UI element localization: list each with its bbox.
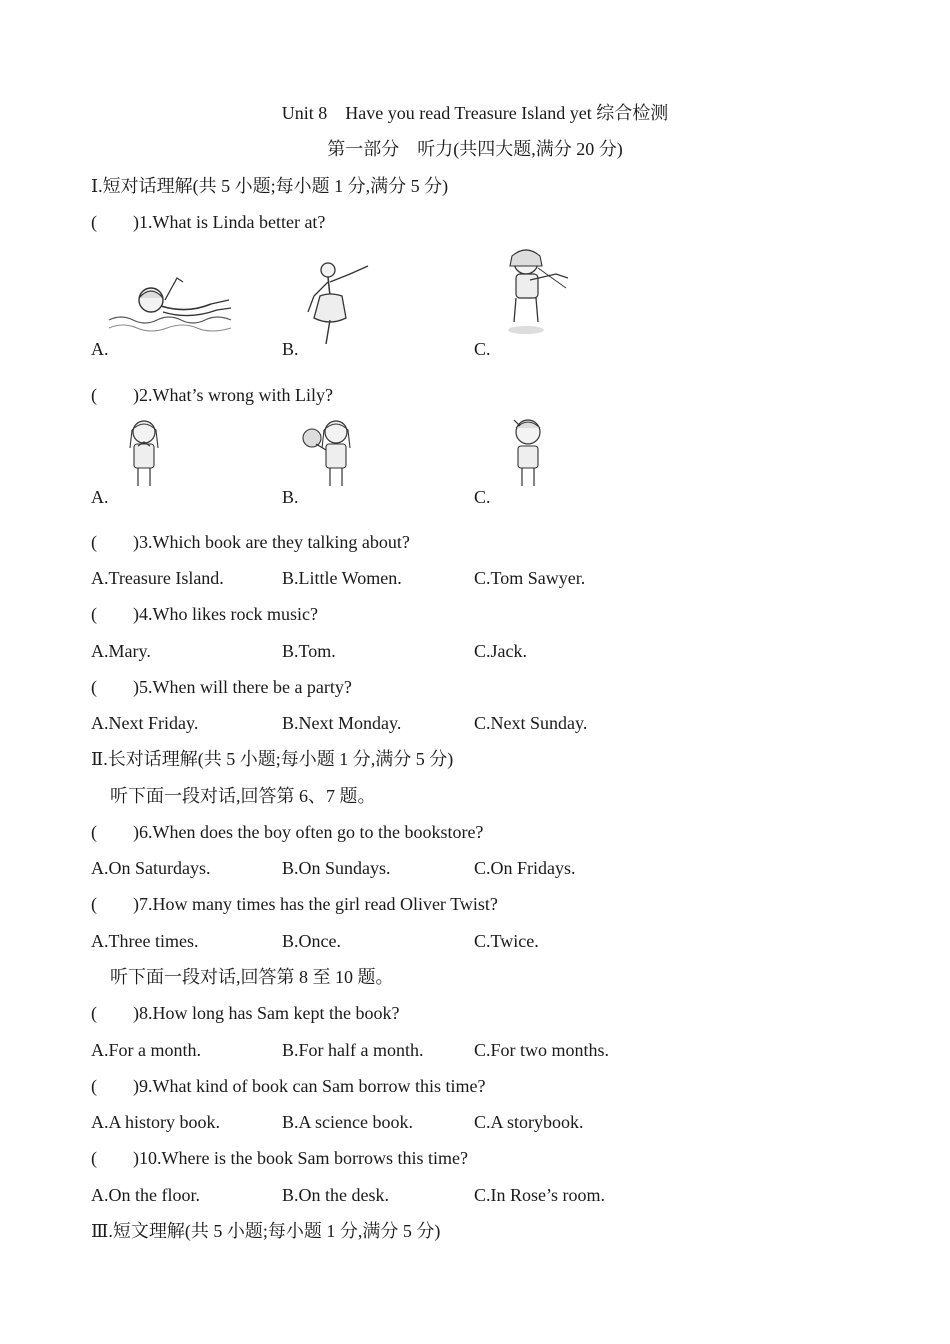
question-text: 6.When does the boy often go to the bookstore? — [139, 822, 484, 842]
option-b[interactable]: B.Next Monday. — [282, 713, 402, 733]
option-c[interactable]: C.A storybook. — [474, 1112, 584, 1132]
option-c[interactable]: C. — [474, 487, 491, 507]
ballet-dancer-icon — [300, 256, 372, 346]
answer-blank[interactable]: ( ) — [91, 822, 139, 842]
instruction: 听下面一段对话,回答第 8 至 10 题。 — [110, 967, 394, 987]
girl-sore-throat-icon — [124, 418, 164, 492]
option-b[interactable]: B.On Sundays. — [282, 858, 391, 878]
option-a[interactable]: A.Treasure Island. — [91, 568, 224, 588]
answer-blank[interactable]: ( ) — [91, 385, 139, 405]
question-9 — [91, 1075, 485, 1097]
answer-blank[interactable]: ( ) — [91, 604, 139, 624]
option-b[interactable]: B.Once. — [282, 931, 341, 951]
option-a[interactable]: A. — [91, 339, 109, 359]
option-c[interactable]: C.Jack. — [474, 641, 527, 661]
option-c[interactable]: C.In Rose’s room. — [474, 1185, 606, 1205]
question-text: 3.Which book are they talking about? — [139, 532, 410, 552]
answer-blank[interactable]: ( ) — [91, 212, 139, 232]
option-b[interactable]: B.On the desk. — [282, 1185, 389, 1205]
option-a[interactable]: A.Mary. — [91, 641, 151, 661]
question-5 — [91, 676, 352, 698]
answer-blank[interactable]: ( ) — [91, 677, 139, 697]
question-text: 4.Who likes rock music? — [139, 604, 318, 624]
option-a[interactable]: A.A history book. — [91, 1112, 221, 1132]
option-a[interactable]: A.Next Friday. — [91, 713, 199, 733]
option-a[interactable]: A. — [91, 487, 109, 507]
option-b[interactable]: B. — [282, 339, 299, 359]
question-1 — [91, 211, 325, 233]
answer-blank[interactable]: ( ) — [91, 1003, 139, 1023]
option-a[interactable]: A.For a month. — [91, 1040, 201, 1060]
question-text: 8.How long has Sam kept the book? — [139, 1003, 400, 1023]
option-a[interactable]: A.On Saturdays. — [91, 858, 211, 878]
option-c[interactable]: C.Twice. — [474, 931, 539, 951]
option-b[interactable]: B. — [282, 487, 299, 507]
option-b[interactable]: B.Tom. — [282, 641, 336, 661]
question-text: 10.Where is the book Sam borrows this time? — [139, 1148, 468, 1168]
violin-girl-icon — [496, 244, 572, 338]
page-title: Unit 8 Have you read Treasure Island yet 综合检测 — [281, 103, 669, 123]
option-b[interactable]: B.Little Women. — [282, 568, 402, 588]
option-c[interactable]: C.Next Sunday. — [474, 713, 588, 733]
option-c[interactable]: C.On Fridays. — [474, 858, 576, 878]
part-heading: 第一部分 听力(共四大题,满分 20 分) — [327, 139, 623, 159]
answer-blank[interactable]: ( ) — [91, 1148, 139, 1168]
question-8 — [91, 1002, 399, 1024]
option-c[interactable]: C.Tom Sawyer. — [474, 568, 586, 588]
question-7 — [91, 893, 498, 915]
girl-headache-icon — [506, 416, 550, 492]
option-a[interactable]: A.Three times. — [91, 931, 199, 951]
instruction: 听下面一段对话,回答第 6、7 题。 — [110, 786, 376, 806]
girl-toothache-icon — [300, 418, 358, 492]
question-4 — [91, 603, 318, 625]
question-2 — [91, 384, 333, 406]
swimming-girl-icon — [107, 270, 235, 344]
option-c[interactable]: C.For two months. — [474, 1040, 610, 1060]
option-b[interactable]: B.A science book. — [282, 1112, 413, 1132]
section-heading: Ⅰ.短对话理解(共 5 小题;每小题 1 分,满分 5 分) — [91, 176, 449, 196]
option-a[interactable]: A.On the floor. — [91, 1185, 200, 1205]
section-heading: Ⅱ.长对话理解(共 5 小题;每小题 1 分,满分 5 分) — [91, 749, 454, 769]
section-heading: Ⅲ.短文理解(共 5 小题;每小题 1 分,满分 5 分) — [91, 1221, 441, 1241]
question-text: 9.What kind of book can Sam borrow this time? — [139, 1076, 486, 1096]
answer-blank[interactable]: ( ) — [91, 894, 139, 914]
answer-blank[interactable]: ( ) — [91, 1076, 139, 1096]
option-c[interactable]: C. — [474, 339, 491, 359]
question-text: 5.When will there be a party? — [139, 677, 352, 697]
question-text: 7.How many times has the girl read Oliver Twist? — [139, 894, 498, 914]
question-text: 1.What is Linda better at? — [139, 212, 326, 232]
option-b[interactable]: B.For half a month. — [282, 1040, 424, 1060]
question-text: 2.What’s wrong with Lily? — [139, 385, 333, 405]
question-6 — [91, 821, 483, 843]
question-3 — [91, 531, 410, 553]
answer-blank[interactable]: ( ) — [91, 532, 139, 552]
question-10 — [91, 1147, 468, 1169]
